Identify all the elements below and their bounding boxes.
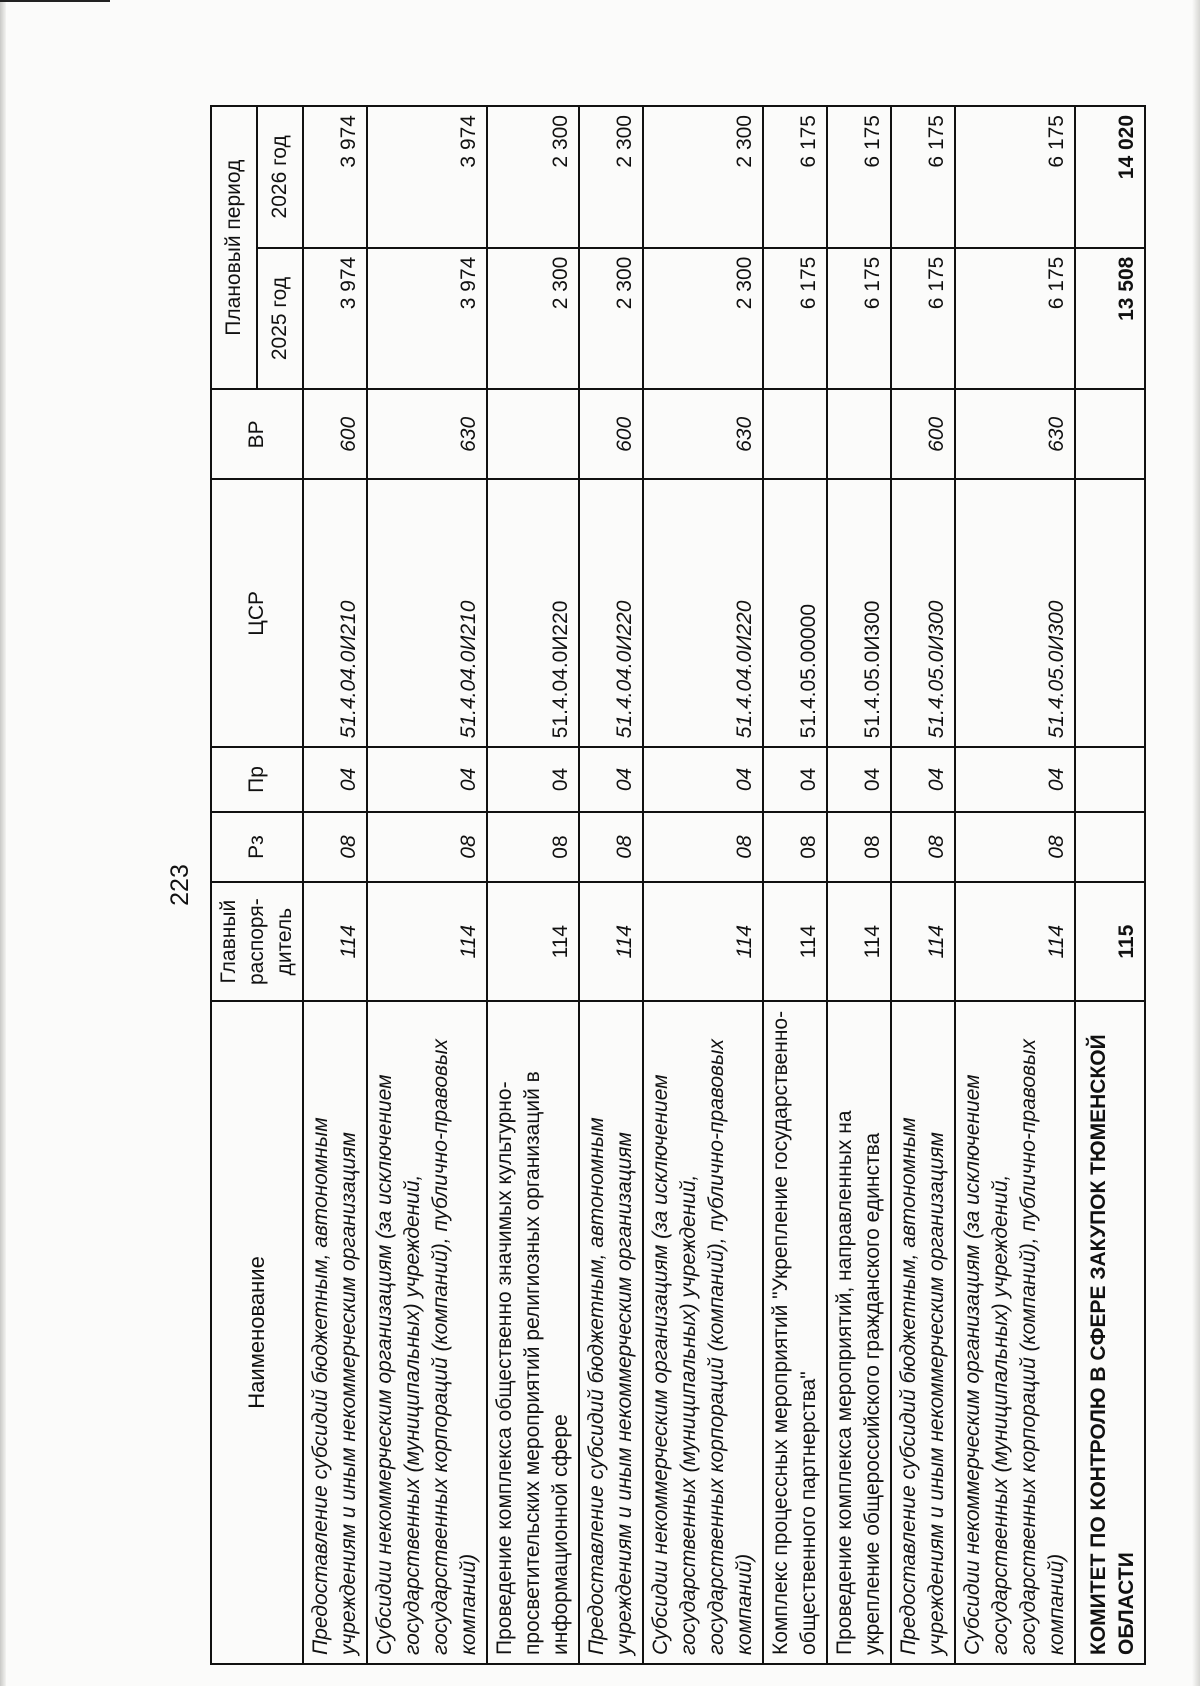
- row-name: Субсидии некоммерческим организациям (за исключением государственных (муниципальных) учреждений, государственных корпораций (компаний), публично-правовых компаний): [955, 1001, 1075, 1664]
- row-rz: 08: [367, 812, 487, 883]
- row-rz: 08: [579, 812, 643, 883]
- row-csr: 51.4.04.0И220: [579, 479, 643, 747]
- header-pr: Пр: [211, 747, 303, 811]
- row-chief: 114: [303, 882, 367, 1000]
- row-vr: 600: [891, 389, 955, 479]
- row-2025: 2 300: [487, 248, 579, 390]
- row-vr: 630: [955, 389, 1075, 479]
- row-vr: [487, 389, 579, 479]
- header-2026: 2026 год: [257, 106, 303, 248]
- row-csr: 51.4.05.0И300: [827, 479, 891, 747]
- rotated-page: [150, 105, 1138, 1665]
- page-number: 223: [166, 864, 194, 906]
- row-pr: 04: [763, 747, 827, 811]
- table-row: [643, 106, 763, 1664]
- table-row: [579, 106, 643, 1664]
- row-vr: [763, 389, 827, 479]
- row-pr: 04: [643, 747, 763, 811]
- row-2025: 3 974: [367, 248, 487, 390]
- row-name: Предоставление субсидий бюджетным, автономным учреждениям и иным некоммерческим организациям: [303, 1001, 367, 1664]
- scan-edge-right: [1192, 0, 1200, 1686]
- row-2025: 6 175: [891, 248, 955, 390]
- row-name: Субсидии некоммерческим организациям (за исключением государственных (муниципальных) учреждений, государственных корпораций (компаний), публично-правовых компаний): [643, 1001, 763, 1664]
- row-rz: 08: [891, 812, 955, 883]
- row-csr: 51.4.04.0И220: [487, 479, 579, 747]
- total-row: [1075, 106, 1145, 1664]
- row-pr: 04: [367, 747, 487, 811]
- table-row: [891, 106, 955, 1664]
- row-pr: 04: [827, 747, 891, 811]
- table-row: [367, 106, 487, 1664]
- row-name: Предоставление субсидий бюджетным, автономным учреждениям и иным некоммерческим организациям: [891, 1001, 955, 1664]
- row-chief: 114: [367, 882, 487, 1000]
- budget-table: [210, 105, 1146, 1665]
- header-planning-period: Плановый период: [211, 106, 257, 389]
- row-pr: 04: [955, 747, 1075, 811]
- row-chief: 114: [643, 882, 763, 1000]
- total-2026: 14 020: [1075, 106, 1145, 248]
- row-2026: 6 175: [827, 106, 891, 248]
- row-2025: 2 300: [643, 248, 763, 390]
- table-row: [303, 106, 367, 1664]
- row-name: Проведение комплекса общественно значимых культурно-просветительских мероприятий религиозных организаций в информационной сфере: [487, 1001, 579, 1664]
- table-row: [955, 106, 1075, 1664]
- row-chief: 114: [487, 882, 579, 1000]
- row-chief: 114: [579, 882, 643, 1000]
- total-name: КОМИТЕТ ПО КОНТРОЛЮ В СФЕРЕ ЗАКУПОК ТЮМЕНСКОЙ ОБЛАСТИ: [1075, 1001, 1145, 1664]
- row-2026: 6 175: [955, 106, 1075, 248]
- total-rz: [1075, 812, 1145, 883]
- scan-edge-left: [0, 0, 6, 1686]
- row-rz: 08: [643, 812, 763, 883]
- table-row: [763, 106, 827, 1664]
- row-chief: 114: [827, 882, 891, 1000]
- row-csr: 51.4.05.0И300: [955, 479, 1075, 747]
- table-row: [487, 106, 579, 1664]
- row-2026: 2 300: [487, 106, 579, 248]
- row-2026: 6 175: [763, 106, 827, 248]
- row-2025: 6 175: [763, 248, 827, 390]
- row-chief: 114: [955, 882, 1075, 1000]
- table-header: [211, 106, 303, 1664]
- row-pr: 04: [579, 747, 643, 811]
- row-vr: 630: [643, 389, 763, 479]
- row-2025: 6 175: [955, 248, 1075, 390]
- row-rz: 08: [955, 812, 1075, 883]
- total-2025: 13 508: [1075, 248, 1145, 390]
- header-2025: 2025 год: [257, 248, 303, 390]
- row-2025: 3 974: [303, 248, 367, 390]
- row-2026: 6 175: [891, 106, 955, 248]
- row-rz: 08: [763, 812, 827, 883]
- row-vr: 600: [579, 389, 643, 479]
- header-vr: ВР: [211, 389, 303, 479]
- header-chief: Главный распоря-дитель: [211, 882, 303, 1000]
- row-name: Предоставление субсидий бюджетным, автономным учреждениям и иным некоммерческим организациям: [579, 1001, 643, 1664]
- table-row: [827, 106, 891, 1664]
- row-rz: 08: [487, 812, 579, 883]
- row-name: Комплекс процессных мероприятий "Укрепление государственно-общественного партнерства": [763, 1001, 827, 1664]
- row-csr: 51.4.04.0И210: [303, 479, 367, 747]
- row-vr: [827, 389, 891, 479]
- row-pr: 04: [487, 747, 579, 811]
- row-2026: 3 974: [303, 106, 367, 248]
- row-csr: 51.4.04.0И210: [367, 479, 487, 747]
- row-csr: 51.4.05.0И300: [891, 479, 955, 747]
- table-body: [303, 106, 1145, 1664]
- row-csr: 51.4.04.0И220: [643, 479, 763, 747]
- row-rz: 08: [303, 812, 367, 883]
- row-2026: 3 974: [367, 106, 487, 248]
- header-name: Наименование: [211, 1001, 303, 1664]
- row-name: Проведение комплекса мероприятий, направленных на укрепление общероссийского гражданского единства: [827, 1001, 891, 1664]
- row-2026: 2 300: [643, 106, 763, 248]
- row-name: Субсидии некоммерческим организациям (за исключением государственных (муниципальных) учреждений, государственных корпораций (компаний), публично-правовых компаний): [367, 1001, 487, 1664]
- row-chief: 114: [891, 882, 955, 1000]
- total-pr: [1075, 747, 1145, 811]
- row-vr: 630: [367, 389, 487, 479]
- row-2025: 2 300: [579, 248, 643, 390]
- row-chief: 114: [763, 882, 827, 1000]
- total-vr: [1075, 389, 1145, 479]
- row-2026: 2 300: [579, 106, 643, 248]
- row-pr: 04: [303, 747, 367, 811]
- row-csr: 51.4.05.00000: [763, 479, 827, 747]
- total-csr: [1075, 479, 1145, 747]
- row-2025: 6 175: [827, 248, 891, 390]
- row-rz: 08: [827, 812, 891, 883]
- total-chief: 115: [1075, 882, 1145, 1000]
- header-csr: ЦСР: [211, 479, 303, 747]
- row-vr: 600: [303, 389, 367, 479]
- row-pr: 04: [891, 747, 955, 811]
- scan-mark-top: [0, 0, 110, 2]
- header-rz: Рз: [211, 812, 303, 883]
